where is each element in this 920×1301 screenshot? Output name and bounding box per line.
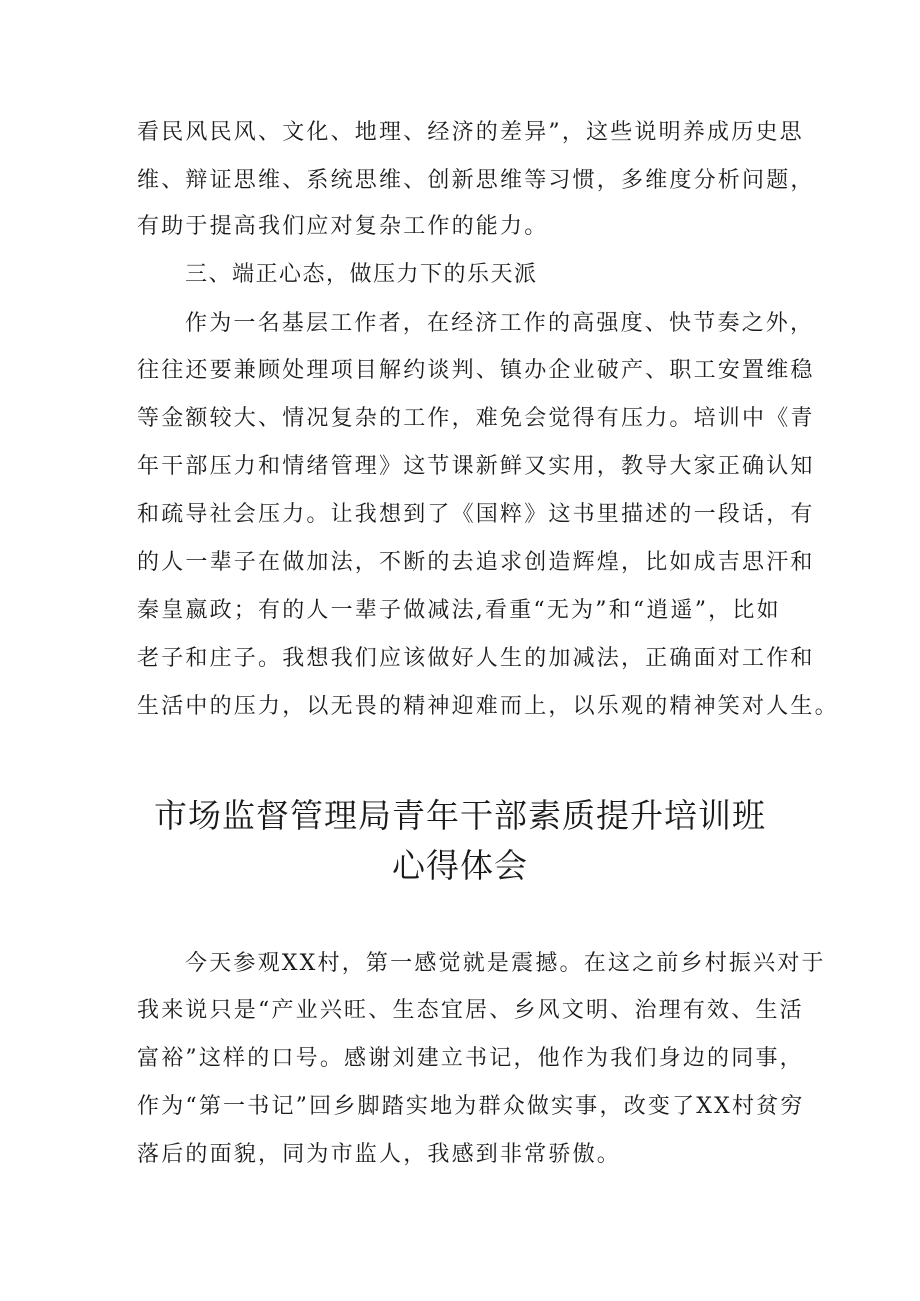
section-heading: 三、端正心态，做压力下的乐天派 xyxy=(185,262,538,287)
paragraph-line: 今天参观XX村，第一感觉就是震撼。在这之前乡村振兴对于 xyxy=(185,951,826,976)
paragraph-line: 维、辩证思维、系统思维、创新思维等习惯，多维度分析问题， xyxy=(137,168,815,193)
paragraph-line: 的人一辈子在做加法，不断的去追求创造辉煌，比如成吉思汗和 xyxy=(137,550,815,575)
paragraph-line: 老子和庄子。我想我们应该做好人生的加减法，正确面对工作和 xyxy=(137,646,815,671)
paragraph-line: 往往还要兼顾处理项目解约谈判、镇办企业破产、职工安置维稳 xyxy=(137,358,815,383)
article-title-line2: 心得体会 xyxy=(392,846,528,885)
paragraph-line: 年干部压力和情绪管理》这节课新鲜又实用，教导大家正确认知 xyxy=(137,454,815,479)
paragraph-line: 有助于提高我们应对复杂工作的能力。 xyxy=(137,214,549,239)
paragraph-line: 等金额较大、情况复杂的工作，难免会觉得有压力。培训中《青 xyxy=(137,406,815,431)
paragraph-line: 作为“第一书记”回乡脚踏实地为群众做实事，改变了XX村贫穷 xyxy=(137,1094,805,1119)
paragraph-line: 落后的面貌，同为市监人，我感到非常骄傲。 xyxy=(137,1142,622,1167)
paragraph-line: 秦皇嬴政；有的人一辈子做减法,看重“无为”和“逍遥”，比如 xyxy=(137,598,781,623)
paragraph-line: 生活中的压力，以无畏的精神迎难而上，以乐观的精神笑对人生。 xyxy=(137,694,839,719)
paragraph-line: 和疏导社会压力。让我想到了《国粹》这书里描述的一段话，有 xyxy=(137,502,815,527)
article-title: 市场监督管理局青年干部素质提升培训班 xyxy=(154,796,766,835)
paragraph-line: 富裕”这样的口号。感谢刘建立书记，他作为我们身边的同事， xyxy=(137,1046,804,1071)
paragraph-line: 作为一名基层工作者，在经济工作的高强度、快节奏之外， xyxy=(185,311,815,336)
paragraph-line: 我来说只是“产业兴旺、生态宜居、乡风文明、治理有效、生活 xyxy=(137,998,804,1023)
paragraph-line: 看民风民风、文化、地理、经济的差异”，这些说明养成历史思 xyxy=(137,120,804,145)
